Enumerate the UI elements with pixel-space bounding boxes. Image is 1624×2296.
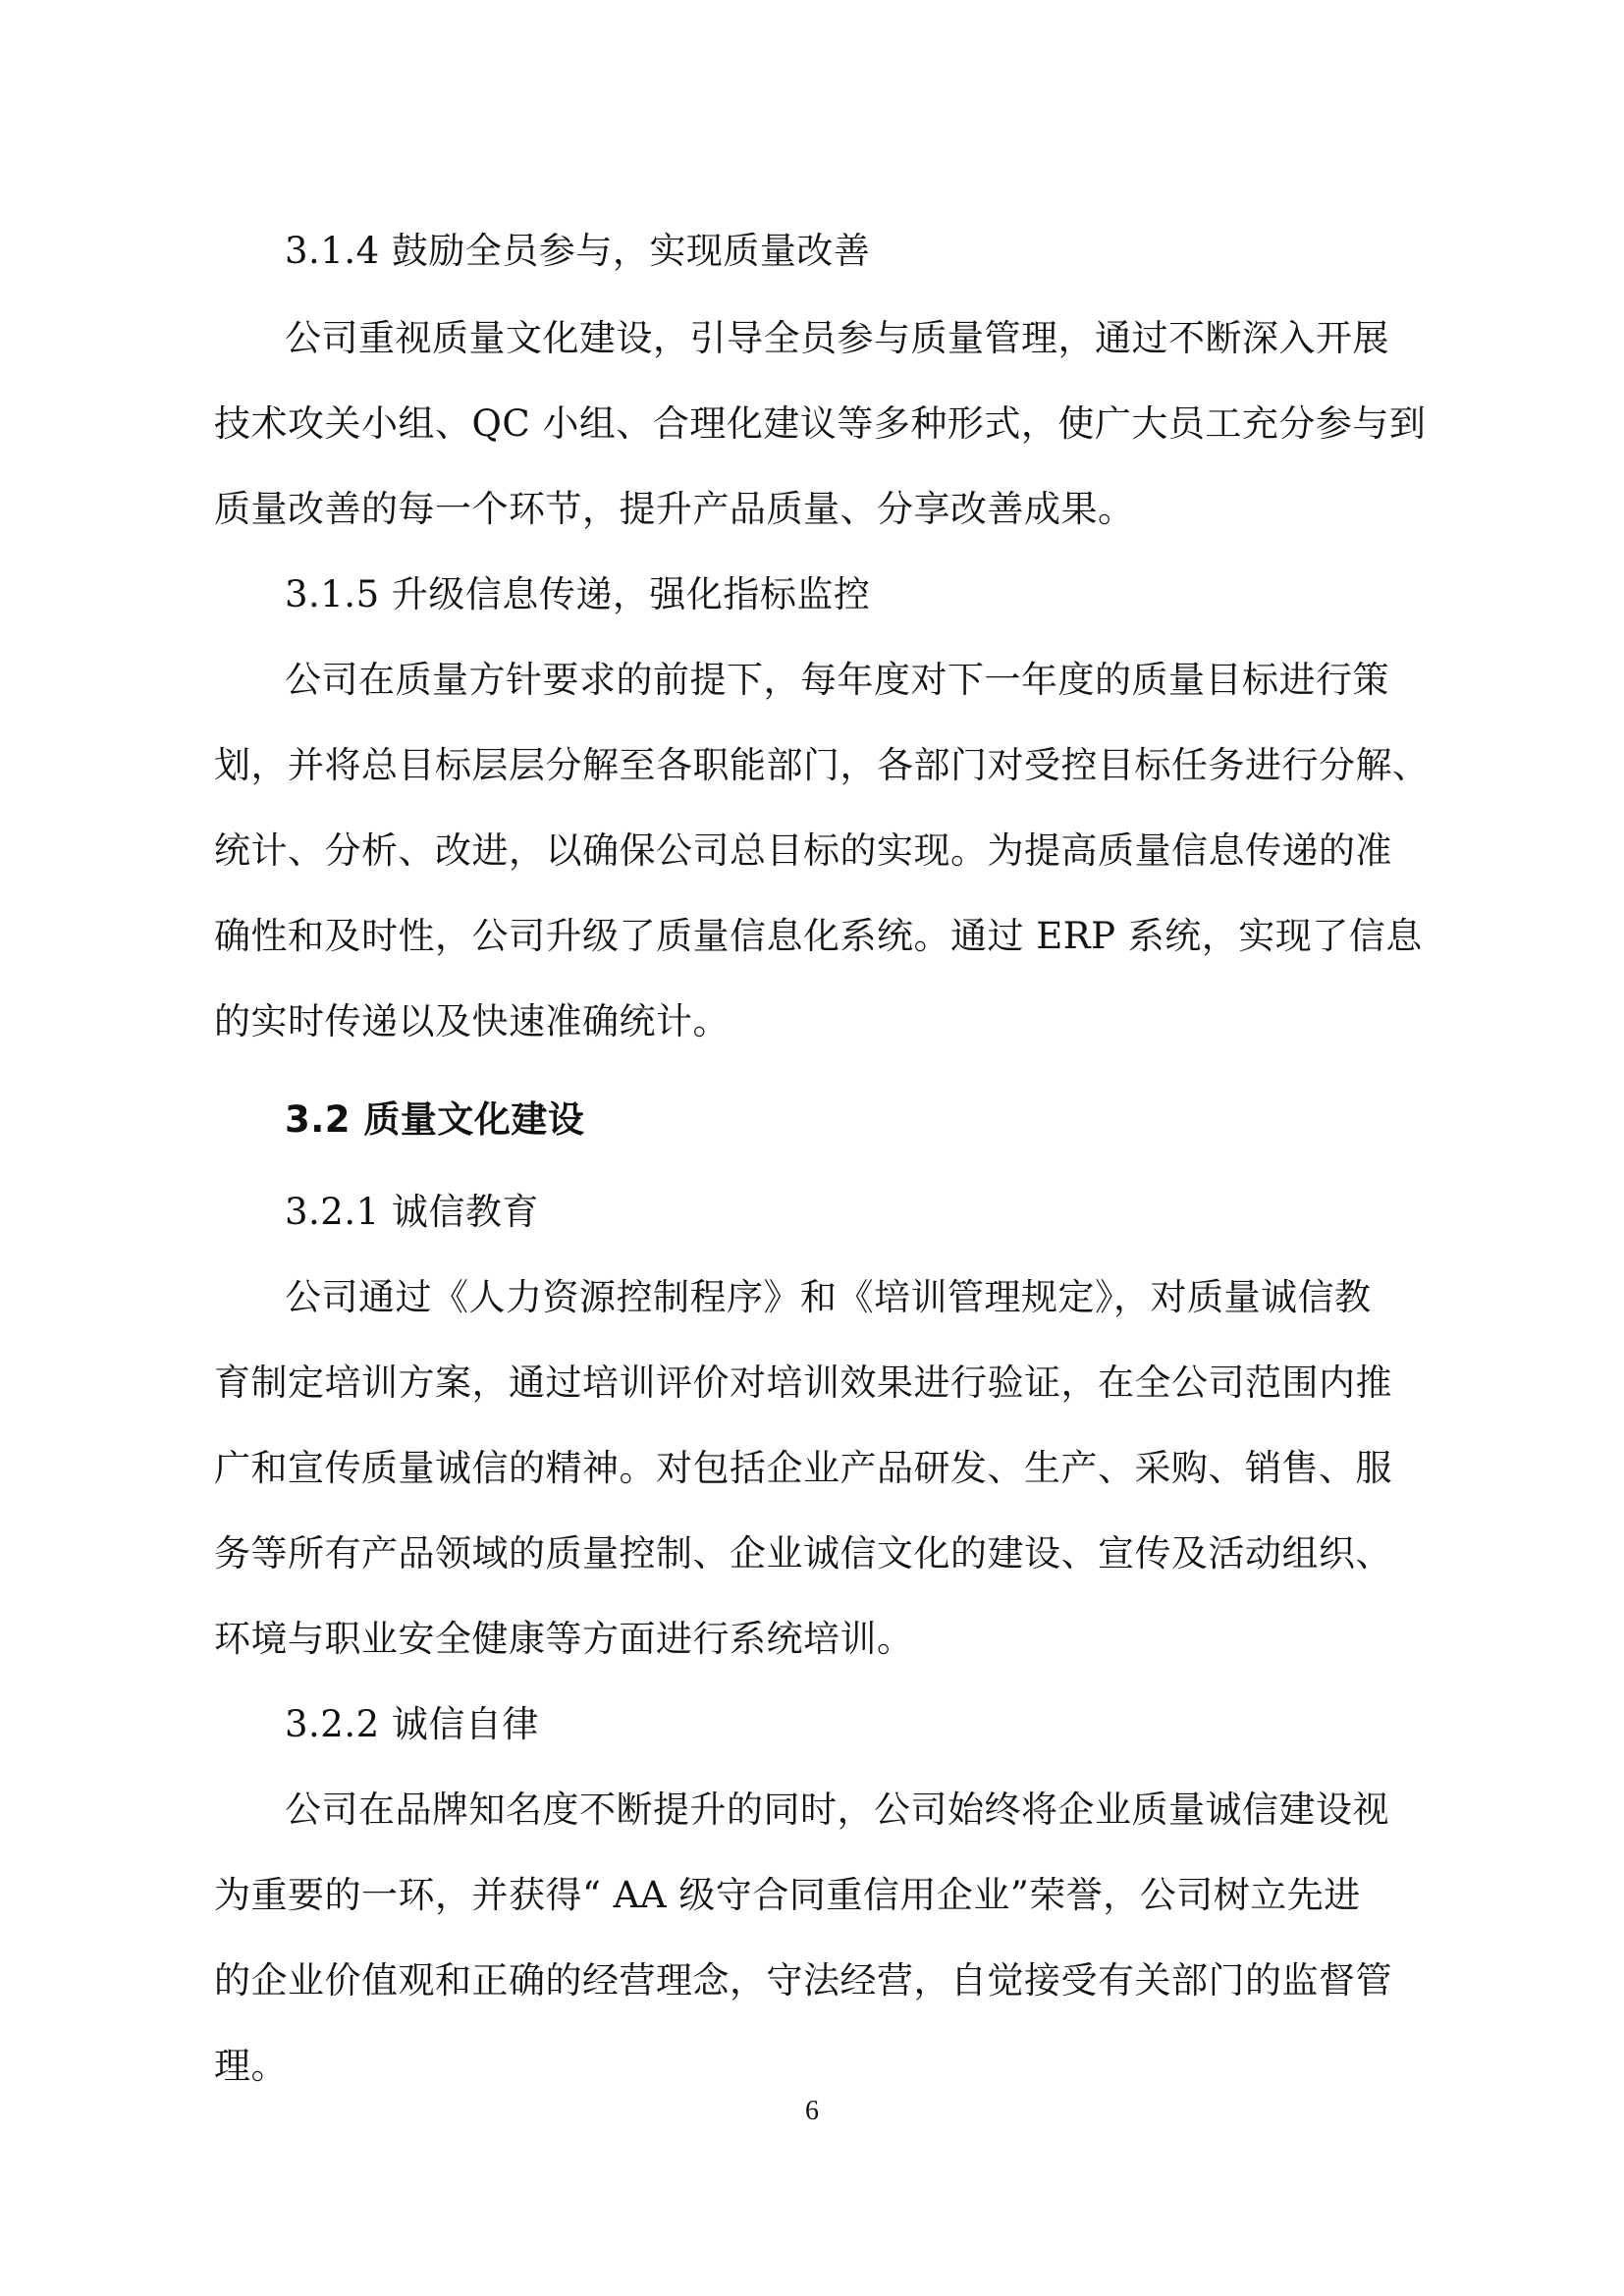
paragraph-line: 环境与职业安全健康等方面进行系统培训。 — [214, 1618, 914, 1660]
paragraph-line: 的企业价值观和正确的经营理念，守法经营，自觉接受有关部门的监督管 — [214, 1959, 1392, 2002]
paragraph-line: 广和宣传质量诚信的精神。对包括企业产品研发、生产、采购、销售、服 — [214, 1447, 1392, 1489]
paragraph-line: 统计、分析、改进，以确保公司总目标的实现。为提高质量信息传递的准 — [214, 829, 1392, 872]
paragraph-line: 公司通过《人力资源控制程序》和《培训管理规定》，对质量诚信教 — [285, 1276, 1372, 1318]
paragraph-line: 公司在品牌知名度不断提升的同时，公司始终将企业质量诚信建设视 — [285, 1789, 1389, 1831]
section-heading-3-1-4: 3.1.4 鼓励全员参与，实现质量改善 — [285, 230, 871, 272]
section-heading-3-2-2: 3.2.2 诚信自律 — [285, 1703, 539, 1745]
section-heading-3-1-5: 3.1.5 升级信息传递，强化指标监控 — [285, 573, 871, 615]
section-heading-3-2-1: 3.2.1 诚信教育 — [285, 1191, 539, 1233]
paragraph-line: 育制定培训方案，通过培训评价对培训效果进行验证，在全公司范围内推 — [214, 1362, 1392, 1404]
section-heading-3-2: 3.2 质量文化建设 — [285, 1098, 585, 1141]
paragraph-line: 技术攻关小组、QC 小组、合理化建议等多种形式，使广大员工充分参与到 — [214, 402, 1427, 445]
paragraph-line: 质量改善的每一个环节，提升产品质量、分享改善成果。 — [214, 488, 1135, 530]
paragraph-line: 为重要的一环，并获得“ AA 级守合同重信用企业”荣誉，公司树立先进 — [214, 1874, 1361, 1916]
paragraph-line: 划，并将总目标层层分解至各职能部门，各部门对受控目标任务进行分解、 — [214, 744, 1430, 786]
paragraph-line: 理。 — [214, 2045, 288, 2087]
paragraph-line: 公司重视质量文化建设，引导全员参与质量管理，通过不断深入开展 — [285, 317, 1389, 359]
paragraph-line: 务等所有产品领域的质量控制、企业诚信文化的建设、宣传及活动组织、 — [214, 1532, 1392, 1575]
paragraph-line: 的实时传递以及快速准确统计。 — [214, 1000, 730, 1042]
page-number: 6 — [805, 2096, 819, 2126]
paragraph-line: 确性和及时性，公司升级了质量信息化系统。通过 ERP 系统，实现了信息 — [214, 915, 1423, 957]
paragraph-line: 公司在质量方针要求的前提下，每年度对下一年度的质量目标进行策 — [285, 659, 1389, 701]
